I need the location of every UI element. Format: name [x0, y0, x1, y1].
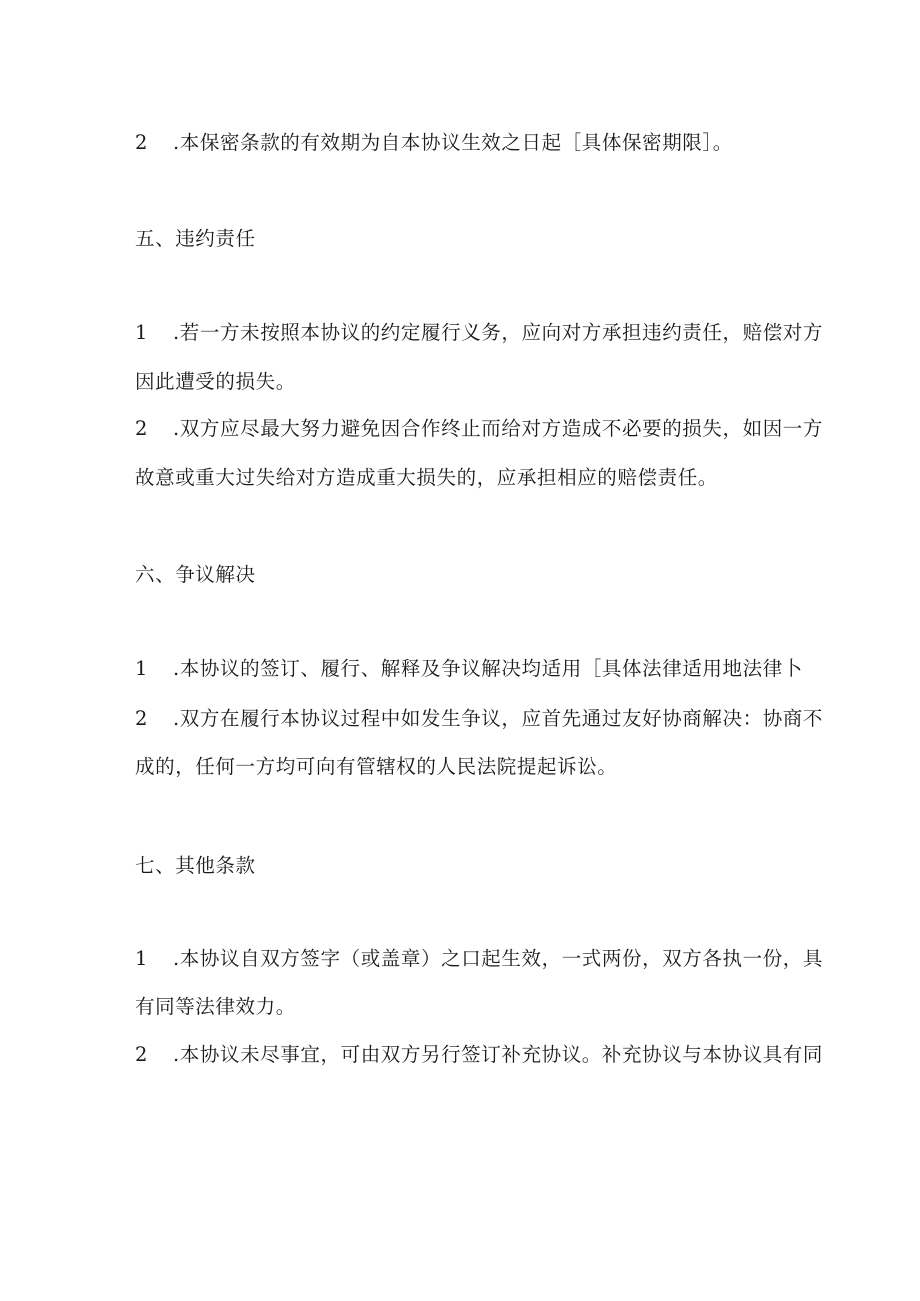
clause-7-1 — [135, 946, 823, 972]
clause-number: 2 — [135, 417, 149, 440]
clause-text: .双方在履行本协议过程中如发生争议，应首先通过友好协商解决：协商不 — [173, 707, 823, 730]
clause-4-2 — [135, 130, 733, 156]
clause-text: .本保密条款的有效期为自本协议生效之日起［具体保密期限］。 — [173, 131, 733, 154]
clause-5-1 — [135, 320, 823, 346]
clause-text: .本协议自双方签字（或盖章）之口起生效，一式两份，双方各执一份，具 — [173, 947, 823, 970]
clause-number: 2 — [135, 131, 149, 154]
clause-text: .若一方未按照本协议的约定履行义务，应向对方承担违约责任，赔偿对方 — [173, 321, 823, 344]
clause-text: .双方应尽最大努力避免因合作终止而给对方造成不必要的损失，如因一方 — [173, 417, 823, 440]
clause-5-2-continued: 故意或重大过失给对方造成重大损失的，应承担相应的赔偿责任。 — [135, 466, 718, 489]
section-heading-6: 六、争议解决 — [135, 563, 256, 586]
clause-number: 2 — [135, 1043, 149, 1066]
clause-5-1-continued: 因此遭受的损失。 — [135, 370, 296, 393]
clause-text: .本协议未尽事宜，可由双方另行签订补充协议。补充协议与本协议具有同 — [173, 1043, 823, 1066]
clause-6-2 — [135, 706, 823, 732]
clause-number: 1 — [135, 657, 149, 680]
clause-text: .本协议的签订、履行、解释及争议解决均适用［具体法律适用地法律卜 — [173, 657, 803, 680]
clause-6-2-continued: 成的，任何一方均可向有管辖权的人民法院提起诉讼。 — [135, 755, 618, 778]
clause-5-2 — [135, 416, 823, 442]
clause-7-1-continued: 有同等法律效力。 — [135, 995, 296, 1018]
clause-7-2 — [135, 1042, 823, 1068]
clause-number: 1 — [135, 947, 149, 970]
clause-number: 1 — [135, 321, 149, 344]
clause-6-1 — [135, 656, 803, 682]
section-heading-5: 五、违约责任 — [135, 227, 256, 250]
section-heading-7: 七、其他条款 — [135, 854, 256, 877]
clause-number: 2 — [135, 707, 149, 730]
